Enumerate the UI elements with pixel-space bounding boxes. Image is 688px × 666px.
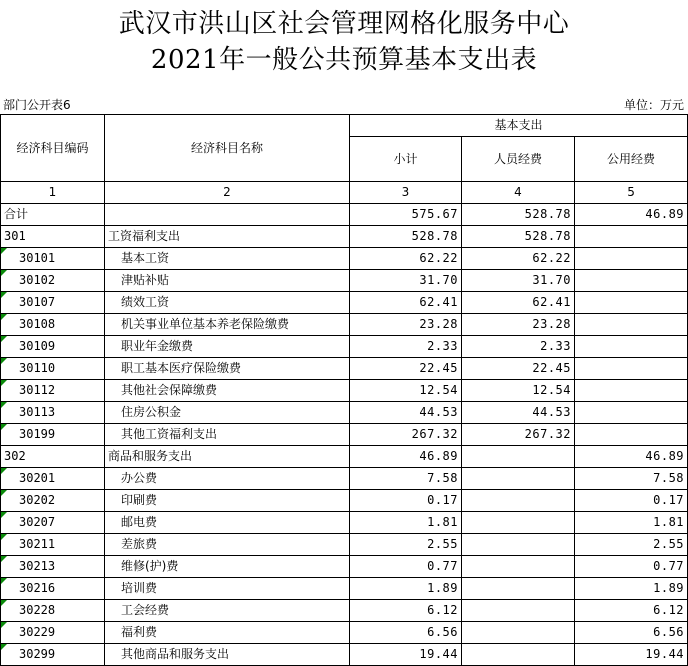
cell-public bbox=[575, 270, 688, 292]
table-row bbox=[1, 204, 688, 226]
cell-public bbox=[575, 380, 688, 402]
cell-public bbox=[575, 292, 688, 314]
col-number: 1 bbox=[1, 182, 105, 204]
cell-public bbox=[575, 248, 688, 270]
unit-label: 单位：万元 bbox=[623, 98, 684, 112]
cell-code: 30229 bbox=[1, 622, 105, 644]
cell-personnel bbox=[462, 490, 575, 512]
cell-personnel: 22.45 bbox=[462, 358, 575, 380]
cell-subtotal: 46.89 bbox=[350, 446, 462, 468]
cell-name: 基本工资 bbox=[105, 248, 350, 270]
cell-name: 印刷费 bbox=[105, 490, 350, 512]
cell-name: 职业年金缴费 bbox=[105, 336, 350, 358]
cell-personnel bbox=[462, 578, 575, 600]
cell-subtotal: 62.41 bbox=[350, 292, 462, 314]
cell-code: 30110 bbox=[1, 358, 105, 380]
cell-name: 住房公积金 bbox=[105, 402, 350, 424]
cell-personnel: 2.33 bbox=[462, 336, 575, 358]
cell-personnel bbox=[462, 622, 575, 644]
cell-public bbox=[575, 314, 688, 336]
table-row bbox=[1, 270, 688, 292]
header-subtotal: 小计 bbox=[350, 137, 462, 182]
cell-code: 30101 bbox=[1, 248, 105, 270]
cell-name: 福利费 bbox=[105, 622, 350, 644]
cell-subtotal: 528.78 bbox=[350, 226, 462, 248]
cell-name: 差旅费 bbox=[105, 534, 350, 556]
cell-name: 其他社会保障缴费 bbox=[105, 380, 350, 402]
col-number: 3 bbox=[350, 182, 462, 204]
cell-subtotal: 22.45 bbox=[350, 358, 462, 380]
table-row bbox=[1, 600, 688, 622]
cell-personnel: 528.78 bbox=[462, 204, 575, 226]
cell-personnel bbox=[462, 644, 575, 666]
cell-personnel: 44.53 bbox=[462, 402, 575, 424]
table-row bbox=[1, 248, 688, 270]
cell-personnel bbox=[462, 446, 575, 468]
cell-subtotal: 7.58 bbox=[350, 468, 462, 490]
cell-personnel: 528.78 bbox=[462, 226, 575, 248]
header-public: 公用经费 bbox=[575, 137, 688, 182]
cell-subtotal: 1.89 bbox=[350, 578, 462, 600]
cell-personnel bbox=[462, 600, 575, 622]
table-row bbox=[1, 380, 688, 402]
cell-subtotal: 267.32 bbox=[350, 424, 462, 446]
cell-name: 邮电费 bbox=[105, 512, 350, 534]
cell-code: 30213 bbox=[1, 556, 105, 578]
cell-code: 30102 bbox=[1, 270, 105, 292]
cell-code: 30299 bbox=[1, 644, 105, 666]
col-number: 2 bbox=[105, 182, 350, 204]
cell-subtotal: 12.54 bbox=[350, 380, 462, 402]
table-row bbox=[1, 644, 688, 666]
cell-name: 机关事业单位基本养老保险缴费 bbox=[105, 314, 350, 336]
cell-public bbox=[575, 402, 688, 424]
table-row bbox=[1, 490, 688, 512]
table-row bbox=[1, 226, 688, 248]
cell-name: 其他商品和服务支出 bbox=[105, 644, 350, 666]
cell-public: 7.58 bbox=[575, 468, 688, 490]
cell-subtotal: 0.17 bbox=[350, 490, 462, 512]
cell-subtotal: 62.22 bbox=[350, 248, 462, 270]
cell-public: 0.17 bbox=[575, 490, 688, 512]
cell-personnel: 23.28 bbox=[462, 314, 575, 336]
cell-personnel bbox=[462, 468, 575, 490]
cell-code: 30228 bbox=[1, 600, 105, 622]
cell-public: 1.81 bbox=[575, 512, 688, 534]
cell-public: 46.89 bbox=[575, 446, 688, 468]
cell-name: 办公费 bbox=[105, 468, 350, 490]
cell-personnel: 12.54 bbox=[462, 380, 575, 402]
cell-code: 30108 bbox=[1, 314, 105, 336]
table-row bbox=[1, 314, 688, 336]
cell-public: 0.77 bbox=[575, 556, 688, 578]
cell-code: 30109 bbox=[1, 336, 105, 358]
cell-code: 30199 bbox=[1, 424, 105, 446]
cell-name: 培训费 bbox=[105, 578, 350, 600]
table-row bbox=[1, 556, 688, 578]
cell-subtotal: 575.67 bbox=[350, 204, 462, 226]
table-row bbox=[1, 402, 688, 424]
table-id-label: 部门公开表6 bbox=[3, 98, 71, 112]
cell-public: 1.89 bbox=[575, 578, 688, 600]
cell-code: 30211 bbox=[1, 534, 105, 556]
cell-name: 工资福利支出 bbox=[105, 226, 350, 248]
cell-personnel bbox=[462, 534, 575, 556]
cell-public bbox=[575, 358, 688, 380]
cell-public bbox=[575, 336, 688, 358]
cell-code: 30107 bbox=[1, 292, 105, 314]
cell-subtotal: 1.81 bbox=[350, 512, 462, 534]
cell-code: 30112 bbox=[1, 380, 105, 402]
header-code: 经济科目编码 bbox=[1, 115, 105, 182]
cell-public: 2.55 bbox=[575, 534, 688, 556]
cell-public bbox=[575, 424, 688, 446]
cell-subtotal: 19.44 bbox=[350, 644, 462, 666]
cell-personnel: 31.70 bbox=[462, 270, 575, 292]
table-row bbox=[1, 512, 688, 534]
cell-code: 302 bbox=[1, 446, 105, 468]
col-number: 4 bbox=[462, 182, 575, 204]
cell-subtotal: 2.33 bbox=[350, 336, 462, 358]
cell-name: 绩效工资 bbox=[105, 292, 350, 314]
cell-code: 30201 bbox=[1, 468, 105, 490]
cell-name bbox=[105, 204, 350, 226]
cell-name: 其他工资福利支出 bbox=[105, 424, 350, 446]
cell-name: 商品和服务支出 bbox=[105, 446, 350, 468]
cell-personnel: 267.32 bbox=[462, 424, 575, 446]
table-row bbox=[1, 358, 688, 380]
table-row bbox=[1, 534, 688, 556]
budget-table bbox=[0, 114, 688, 666]
cell-name: 职工基本医疗保险缴费 bbox=[105, 358, 350, 380]
cell-code: 301 bbox=[1, 226, 105, 248]
table-row bbox=[1, 468, 688, 490]
cell-public bbox=[575, 226, 688, 248]
cell-public: 19.44 bbox=[575, 644, 688, 666]
cell-public: 46.89 bbox=[575, 204, 688, 226]
col-number: 5 bbox=[575, 182, 688, 204]
cell-personnel: 62.41 bbox=[462, 292, 575, 314]
cell-subtotal: 44.53 bbox=[350, 402, 462, 424]
header-name: 经济科目名称 bbox=[105, 115, 350, 182]
cell-subtotal: 31.70 bbox=[350, 270, 462, 292]
cell-personnel bbox=[462, 512, 575, 534]
cell-code: 30202 bbox=[1, 490, 105, 512]
cell-code: 合计 bbox=[1, 204, 105, 226]
cell-public: 6.56 bbox=[575, 622, 688, 644]
table-row bbox=[1, 578, 688, 600]
table-row bbox=[1, 292, 688, 314]
cell-code: 30207 bbox=[1, 512, 105, 534]
cell-code: 30113 bbox=[1, 402, 105, 424]
header-personnel: 人员经费 bbox=[462, 137, 575, 182]
cell-subtotal: 0.77 bbox=[350, 556, 462, 578]
cell-subtotal: 6.12 bbox=[350, 600, 462, 622]
cell-personnel bbox=[462, 556, 575, 578]
table-row bbox=[1, 622, 688, 644]
cell-public: 6.12 bbox=[575, 600, 688, 622]
header-basic: 基本支出 bbox=[350, 115, 688, 137]
table-row bbox=[1, 424, 688, 446]
page-title: 武汉市洪山区社会管理网格化服务中心 bbox=[118, 9, 570, 39]
table-row bbox=[1, 336, 688, 358]
cell-name: 工会经费 bbox=[105, 600, 350, 622]
cell-subtotal: 23.28 bbox=[350, 314, 462, 336]
cell-personnel: 62.22 bbox=[462, 248, 575, 270]
cell-name: 维修(护)费 bbox=[105, 556, 350, 578]
cell-code: 30216 bbox=[1, 578, 105, 600]
table-row bbox=[1, 446, 688, 468]
cell-subtotal: 6.56 bbox=[350, 622, 462, 644]
cell-name: 津贴补贴 bbox=[105, 270, 350, 292]
cell-subtotal: 2.55 bbox=[350, 534, 462, 556]
page-subtitle: 2021年一般公共预算基本支出表 bbox=[150, 45, 538, 75]
